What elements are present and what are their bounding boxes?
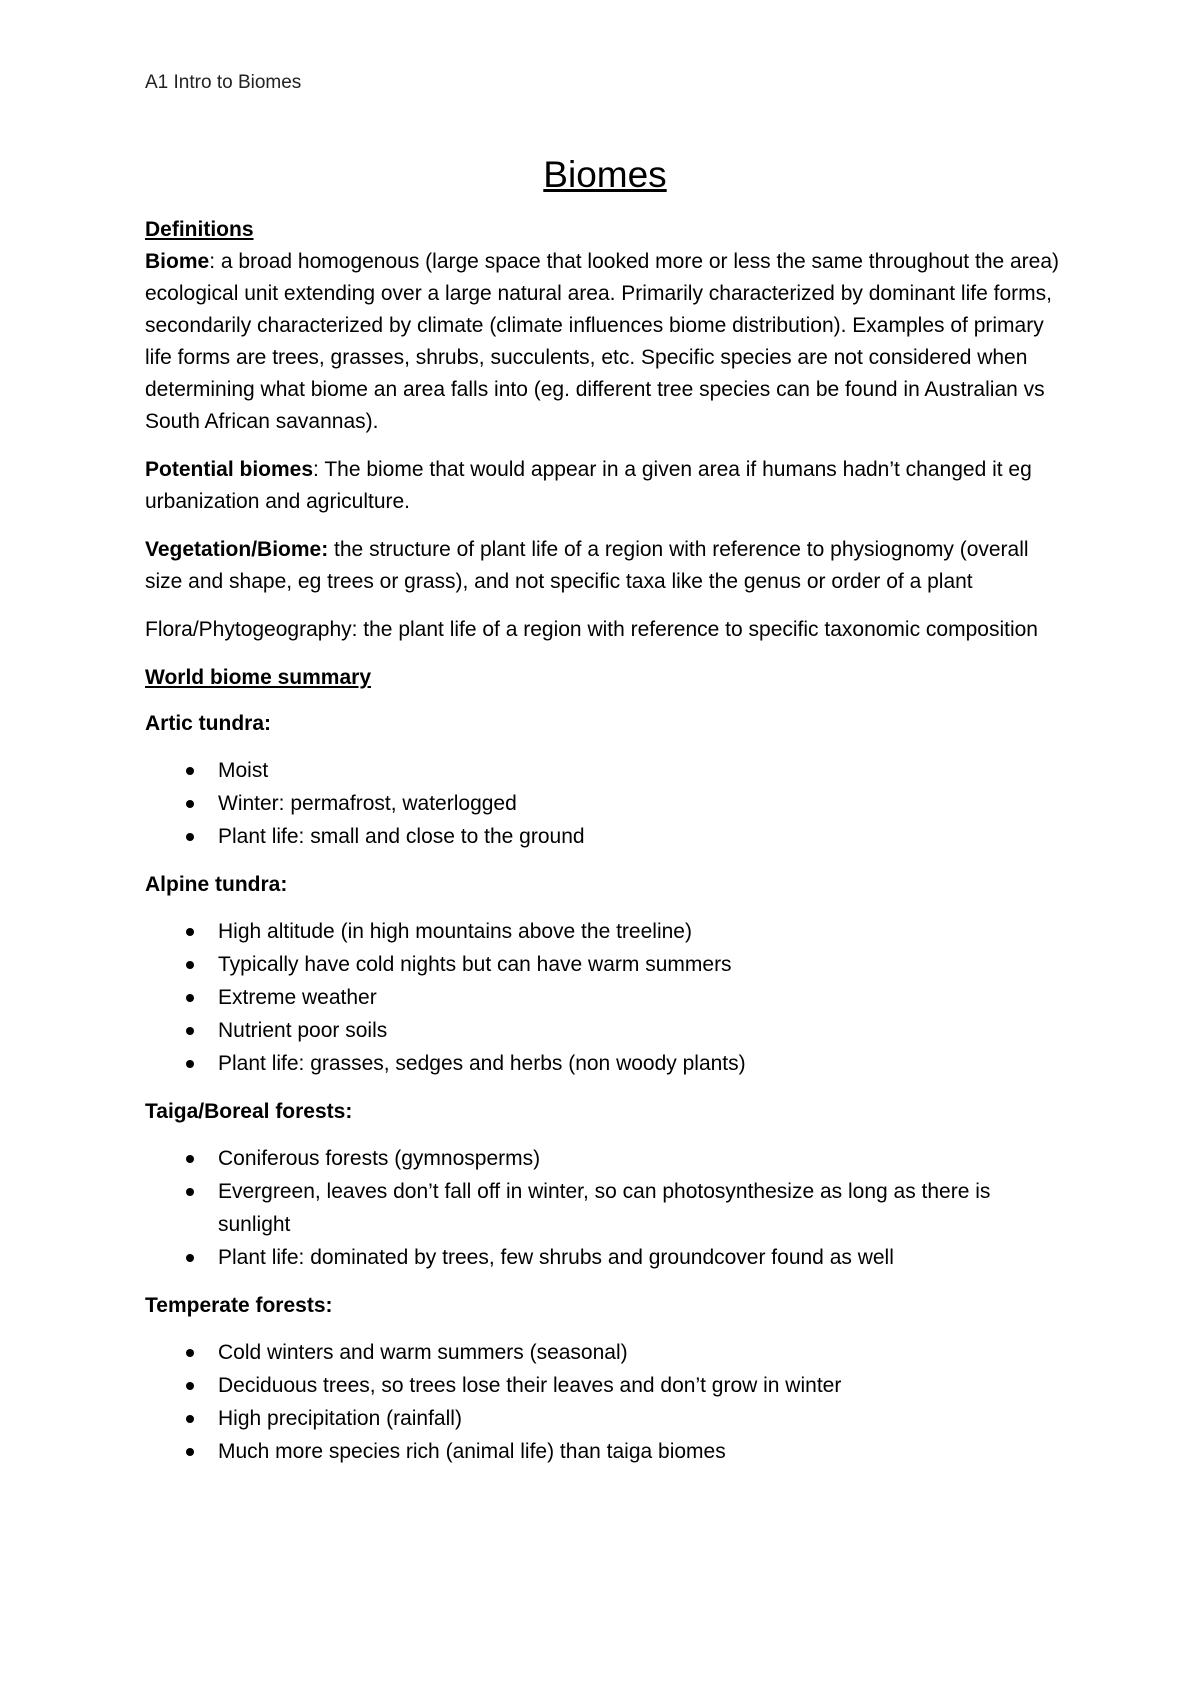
list-item: Extreme weather (218, 981, 1065, 1014)
definitions-heading: Definitions (145, 218, 254, 241)
biome-list-artic-tundra (145, 754, 1065, 853)
biome-list-temperate-forests (145, 1336, 1065, 1468)
list-item: Evergreen, leaves don’t fall off in winter, so can photosynthesize as long as there is sunlight (218, 1175, 1065, 1241)
biome-list-taiga-boreal-forests (145, 1142, 1065, 1274)
definition-potential-biomes (145, 454, 1065, 518)
list-item: Plant life: small and close to the ground (218, 820, 1065, 853)
definition-biome (145, 246, 1065, 438)
list-item: Moist (218, 754, 1065, 787)
list-item: Coniferous forests (gymnosperms) (218, 1142, 1065, 1175)
definition-flora-phytogeography (145, 614, 1065, 646)
definition-vegetation-biome (145, 534, 1065, 598)
list-item: Plant life: dominated by trees, few shrubs and groundcover found as well (218, 1241, 1065, 1274)
list-item: Much more species rich (animal life) than taiga biomes (218, 1435, 1065, 1468)
biome-heading-alpine-tundra: Alpine tundra: (145, 873, 288, 896)
list-item: Winter: permafrost, waterlogged (218, 787, 1065, 820)
list-item: Deciduous trees, so trees lose their leaves and don’t grow in winter (218, 1369, 1065, 1402)
definition-term: Vegetation/Biome: (145, 538, 329, 561)
list-item: Cold winters and warm summers (seasonal) (218, 1336, 1065, 1369)
page-header: A1 Intro to Biomes (145, 72, 302, 93)
definition-term: Potential biomes (145, 458, 314, 481)
definition-text: the structure of plant life of a region with reference to physiognomy (overall size and shape, eg trees or grass), and not specific taxa like the genus or order of a plant (145, 538, 1029, 593)
definition-term: Biome (145, 250, 210, 273)
definition-text: : The biome that would appear in a given area if humans hadn’t changed it eg urbanization and agriculture. (145, 458, 1032, 513)
list-item: High altitude (in high mountains above the treeline) (218, 915, 1065, 948)
biome-heading-taiga-boreal-forests: Taiga/Boreal forests: (145, 1100, 353, 1123)
list-item: Nutrient poor soils (218, 1014, 1065, 1047)
definition-text: : a broad homogenous (large space that looked more or less the same throughout the area) ecological unit extending over a large natural area. Primarily characterized by dominant life forms, secondarily characterized by climate (climate influences biome distribution). Examples of primary life forms are trees, grasses, shrubs, succulents, etc. Specific species are not considered when determining what biome an area falls into (eg. different tree species can be found in Australian vs South African savannas). (145, 250, 1060, 433)
definition-text: Flora/Phytogeography: the plant life of a region with reference to specific taxonomic composition (145, 618, 1038, 641)
world-biome-summary-heading: World biome summary (145, 666, 371, 689)
document-title: Biomes (543, 154, 667, 195)
document-body (145, 150, 1065, 1484)
list-item: Typically have cold nights but can have warm summers (218, 948, 1065, 981)
biome-heading-temperate-forests: Temperate forests: (145, 1294, 333, 1317)
biome-heading-artic-tundra: Artic tundra: (145, 712, 271, 735)
biome-list-alpine-tundra (145, 915, 1065, 1080)
list-item: Plant life: grasses, sedges and herbs (non woody plants) (218, 1047, 1065, 1080)
list-item: High precipitation (rainfall) (218, 1402, 1065, 1435)
